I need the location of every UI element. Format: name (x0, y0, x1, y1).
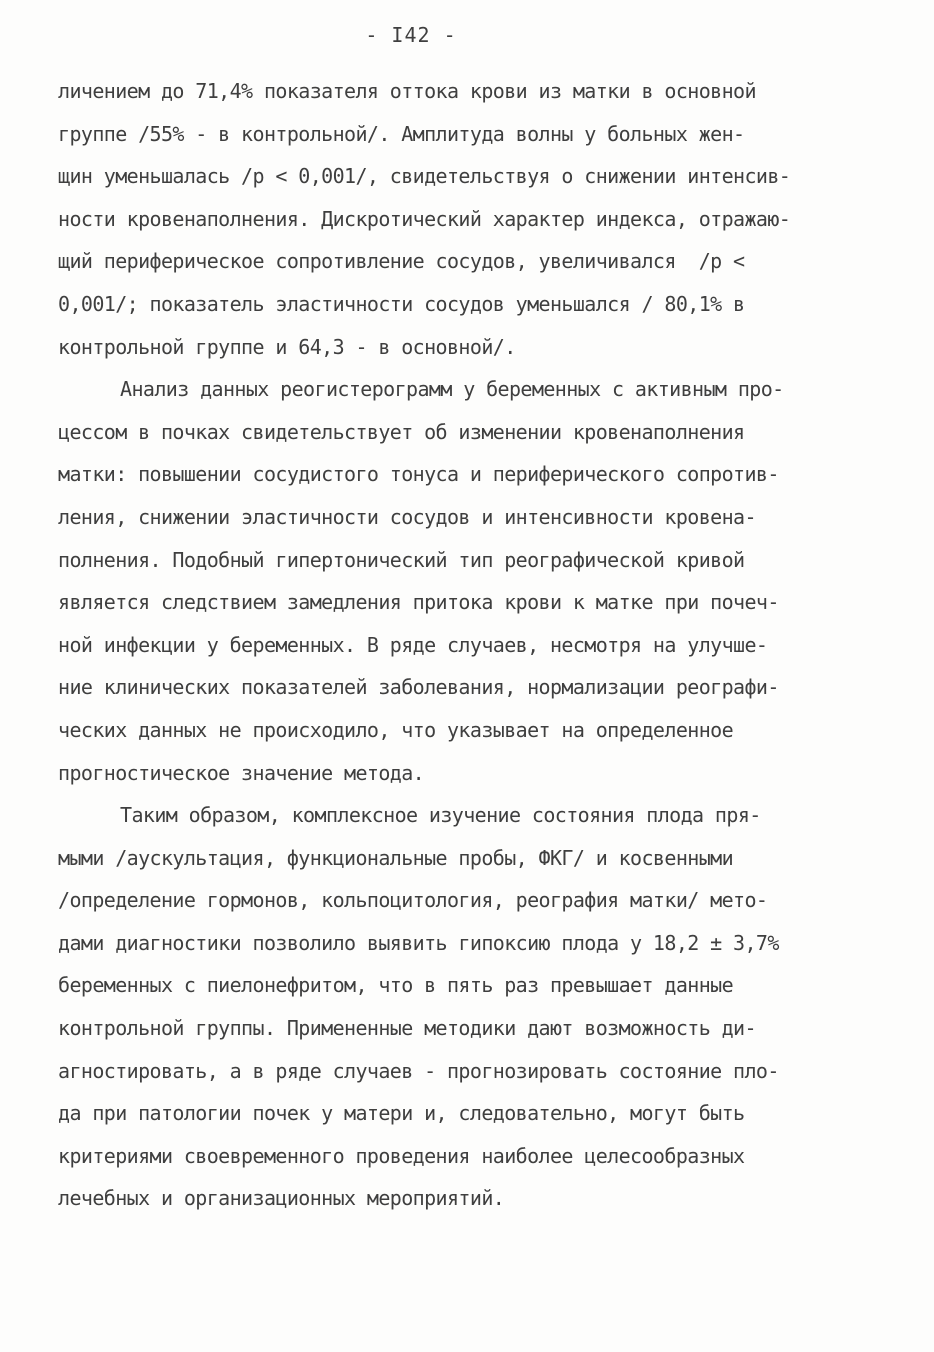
text-line: ной инфекции у беременных. В ряде случаев, несмотря на улучше- (58, 632, 768, 657)
body-text (58, 70, 918, 1220)
text-line: 0,001/; показатель эластичности сосудов уменьшался / 80,1% в (58, 291, 745, 316)
text-line: контрольной группы. Примененные методики дают возможность ди- (58, 1016, 756, 1041)
text-line: беременных с пиелонефритом, что в пять раз превышает данные (58, 973, 734, 998)
text-line: щин уменьшалась /р < 0,001/, свидетельствуя о снижении интенсив- (58, 164, 791, 189)
text-line: личением до 71,4% показателя оттока крови из матки в основной (58, 79, 756, 103)
text-line: да при патологии почек у матери и, следовательно, могут быть (58, 1101, 745, 1126)
text-line: /определение гормонов, кольпоцитология, реография матки/ мето- (58, 888, 768, 913)
text-line: ления, снижении эластичности сосудов и интенсивности кровена- (58, 504, 756, 529)
text-line: группе /55% - в контрольной/. Амплитуда волны у больных жен- (58, 121, 745, 146)
text-line: мыми /аускультация, функциональные пробы, ФКГ/ и косвенными (58, 845, 734, 870)
text-line: прогностическое значение метода. (58, 760, 425, 785)
text-line: дами диагностики позволило выявить гипоксию плода у 18,2 ± 3,7% (58, 930, 779, 955)
text-line: Анализ данных реогистерограмм у беременных с активным про- (120, 377, 784, 402)
paragraph (58, 70, 918, 368)
text-line: матки: повышении сосудистого тонуса и периферического сопротив- (58, 462, 779, 487)
text-line: Таким образом, комплексное изучение состояния плода пря- (120, 803, 761, 828)
text-line: щий периферическое сопротивление сосудов, увеличивался /р < (58, 249, 745, 274)
text-line: критериями своевременного проведения наиболее целесообразных (58, 1143, 745, 1168)
text-line: агностировать, а в ряде случаев - прогнозировать состояние пло- (58, 1058, 779, 1083)
paragraph (58, 368, 918, 794)
text-line: цессом в почках свидетельствует об изменении кровенаполнения (58, 419, 745, 444)
text-line: лечебных и организационных мероприятий. (58, 1186, 505, 1211)
paragraph (58, 794, 918, 1220)
text-line: ности кровенаполнения. Дискротический характер индекса, отражаю- (58, 206, 791, 231)
text-line: ческих данных не происходило, что указывает на определенное (58, 717, 734, 742)
text-line: ние клинических показателей заболевания, нормализации реографи- (58, 675, 779, 700)
page-number: - I42 - (365, 23, 457, 47)
text-line: контрольной группе и 64,3 - в основной/. (58, 334, 516, 359)
text-line: полнения. Подобный гипертонический тип реографической кривой (58, 547, 745, 572)
text-line: является следствием замедления притока крови к матке при почеч- (58, 590, 779, 615)
